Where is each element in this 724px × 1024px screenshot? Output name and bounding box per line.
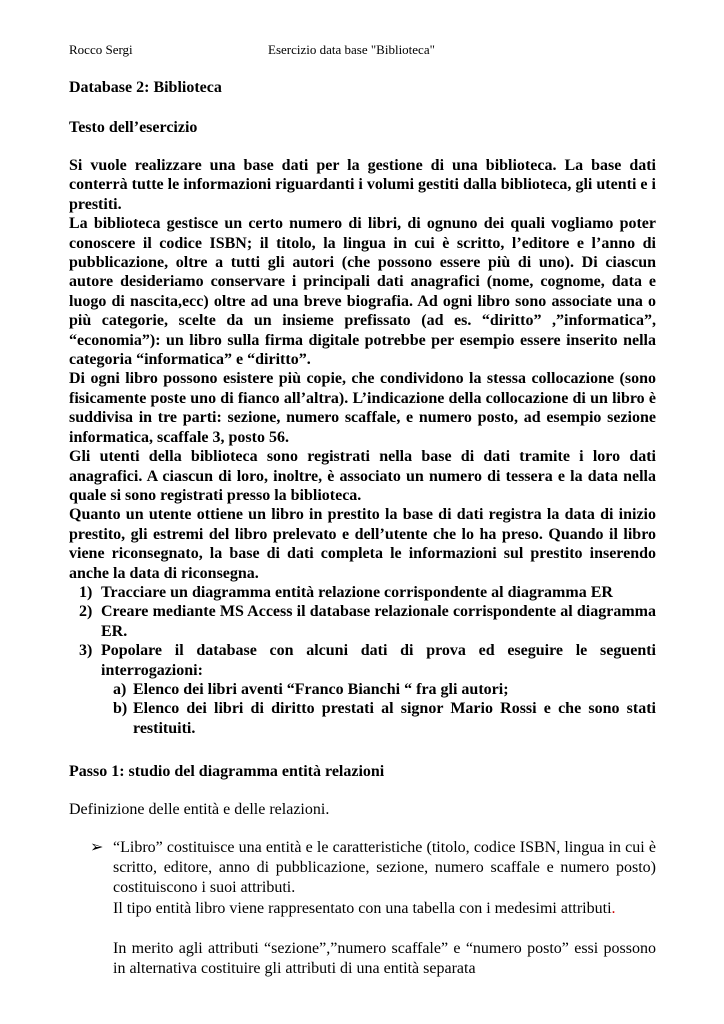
arrow-bullet-icon: ➢ (90, 839, 104, 856)
exercise-paragraph: Si vuole realizzare una base dati per la gestione di una biblioteca. La base dati conterrà tutte le informazioni riguardanti i volumi gestiti dalla biblioteca, gli utenti e i prestiti. (69, 157, 656, 213)
query-letter: a) (113, 680, 127, 698)
bullet-item-libro (90, 838, 656, 979)
header-doc-title: Esercizio data base "Biblioteca" (268, 42, 435, 57)
bullet-paragraph: In merito agli attributi “sezione”,”numero scaffale” e “numero posto” essi possono in alternativa costituire gli attributi di una entità separata (113, 939, 656, 978)
query-item (69, 699, 656, 738)
bullet-sentence: Il tipo entità libro viene rappresentato con una tabella con i medesimi attributi (113, 899, 612, 917)
query-text: Elenco dei libri aventi “Franco Bianchi “ fra gli autori; (133, 680, 509, 698)
task-item (69, 602, 656, 641)
red-period: . (611, 899, 616, 917)
exercise-paragraph: Quanto un utente ottiene un libro in prestito la base di dati registra la data di inizio prestito, gli estremi del libro prelevato e dell’utente che lo ha preso. Quando il libro viene riconsegnato, la base di dati completa le informazioni sul prestito inserendo anche la data di riconsegna. (69, 506, 656, 582)
task-list (69, 583, 656, 680)
task-item (69, 641, 656, 680)
exercise-paragraph: Gli utenti della biblioteca sono registrati nella base di dati tramite i loro dati anagrafici. A ciascun di loro, inoltre, è associato un numero di tessera e la data nella quale si sono registrati presso la biblioteca. (69, 448, 656, 504)
exercise-text (69, 156, 656, 738)
bullet-paragraph: “Libro” costituisce una entità e le caratteristiche (titolo, codice ISBN, lingua in cui è scritto, editore, anno di pubblicazione, sezione, numero scaffale e numero posto) costituiscono i suoi attributi. (113, 839, 656, 897)
task-number: 1) (79, 583, 93, 601)
task-text: Popolare il database con alcuni dati di prova ed eseguire le seguenti interrogazioni: (101, 642, 656, 679)
heading-passo-1: Passo 1: studio del diagramma entità relazioni (69, 763, 385, 780)
header-author: Rocco Sergi (69, 42, 133, 57)
task-text: Creare mediante MS Access il database relazionale corrispondente al diagramma ER. (101, 603, 656, 640)
exercise-paragraph: Di ogni libro possono esistere più copie, che condividono la stessa collocazione (sono fisicamente poste uno di fianco all’altra). L’indicazione della collocazione di un libro è suddivisa in tre parti: sezione, numero scaffale, e numero posto, ad esempio sezione informatica, scaffale 3, posto 56. (69, 370, 656, 446)
paragraph-gap (113, 919, 656, 939)
task-number: 2) (79, 603, 93, 621)
heading-testo: Testo dell’esercizio (69, 119, 198, 136)
exercise-paragraph: La biblioteca gestisce un certo numero di libri, di ognuno dei quali vogliamo poter conoscere il codice ISBN; il titolo, la lingua in cui è scritto, l’editore e l’anno di pubblicazione, oltre a tutti gli autori (che possono essere più di uno). Di ciascun autore desideriamo conservare i principali dati anagrafici (nome, cognome, data e luogo di nascita,ecc) oltre ad una breve biografia. Ad ogni libro sono associate una o più categorie, scelte da un insieme prefissato (ad es. “diritto” ,”informatica”, “economia”): un libro sulla firma digitale potrebbe per esempio essere inserito nella categoria “informatica” e “diritto”. (69, 215, 656, 369)
heading-database: Database 2: Biblioteca (69, 79, 222, 96)
query-text: Elenco dei libri di diritto prestati al signor Mario Rossi e che sono stati restituiti. (133, 700, 656, 737)
task-item (69, 583, 656, 602)
bullet-text (113, 838, 656, 979)
task-text: Tracciare un diagramma entità relazione corrispondente al diagramma ER (101, 583, 613, 601)
bullet-paragraph (113, 899, 656, 919)
task-number: 3) (79, 642, 93, 660)
query-letter: b) (113, 700, 128, 718)
definitions-line: Definizione delle entità e delle relazioni. (69, 801, 330, 818)
query-list (69, 680, 656, 738)
query-item (69, 680, 656, 699)
